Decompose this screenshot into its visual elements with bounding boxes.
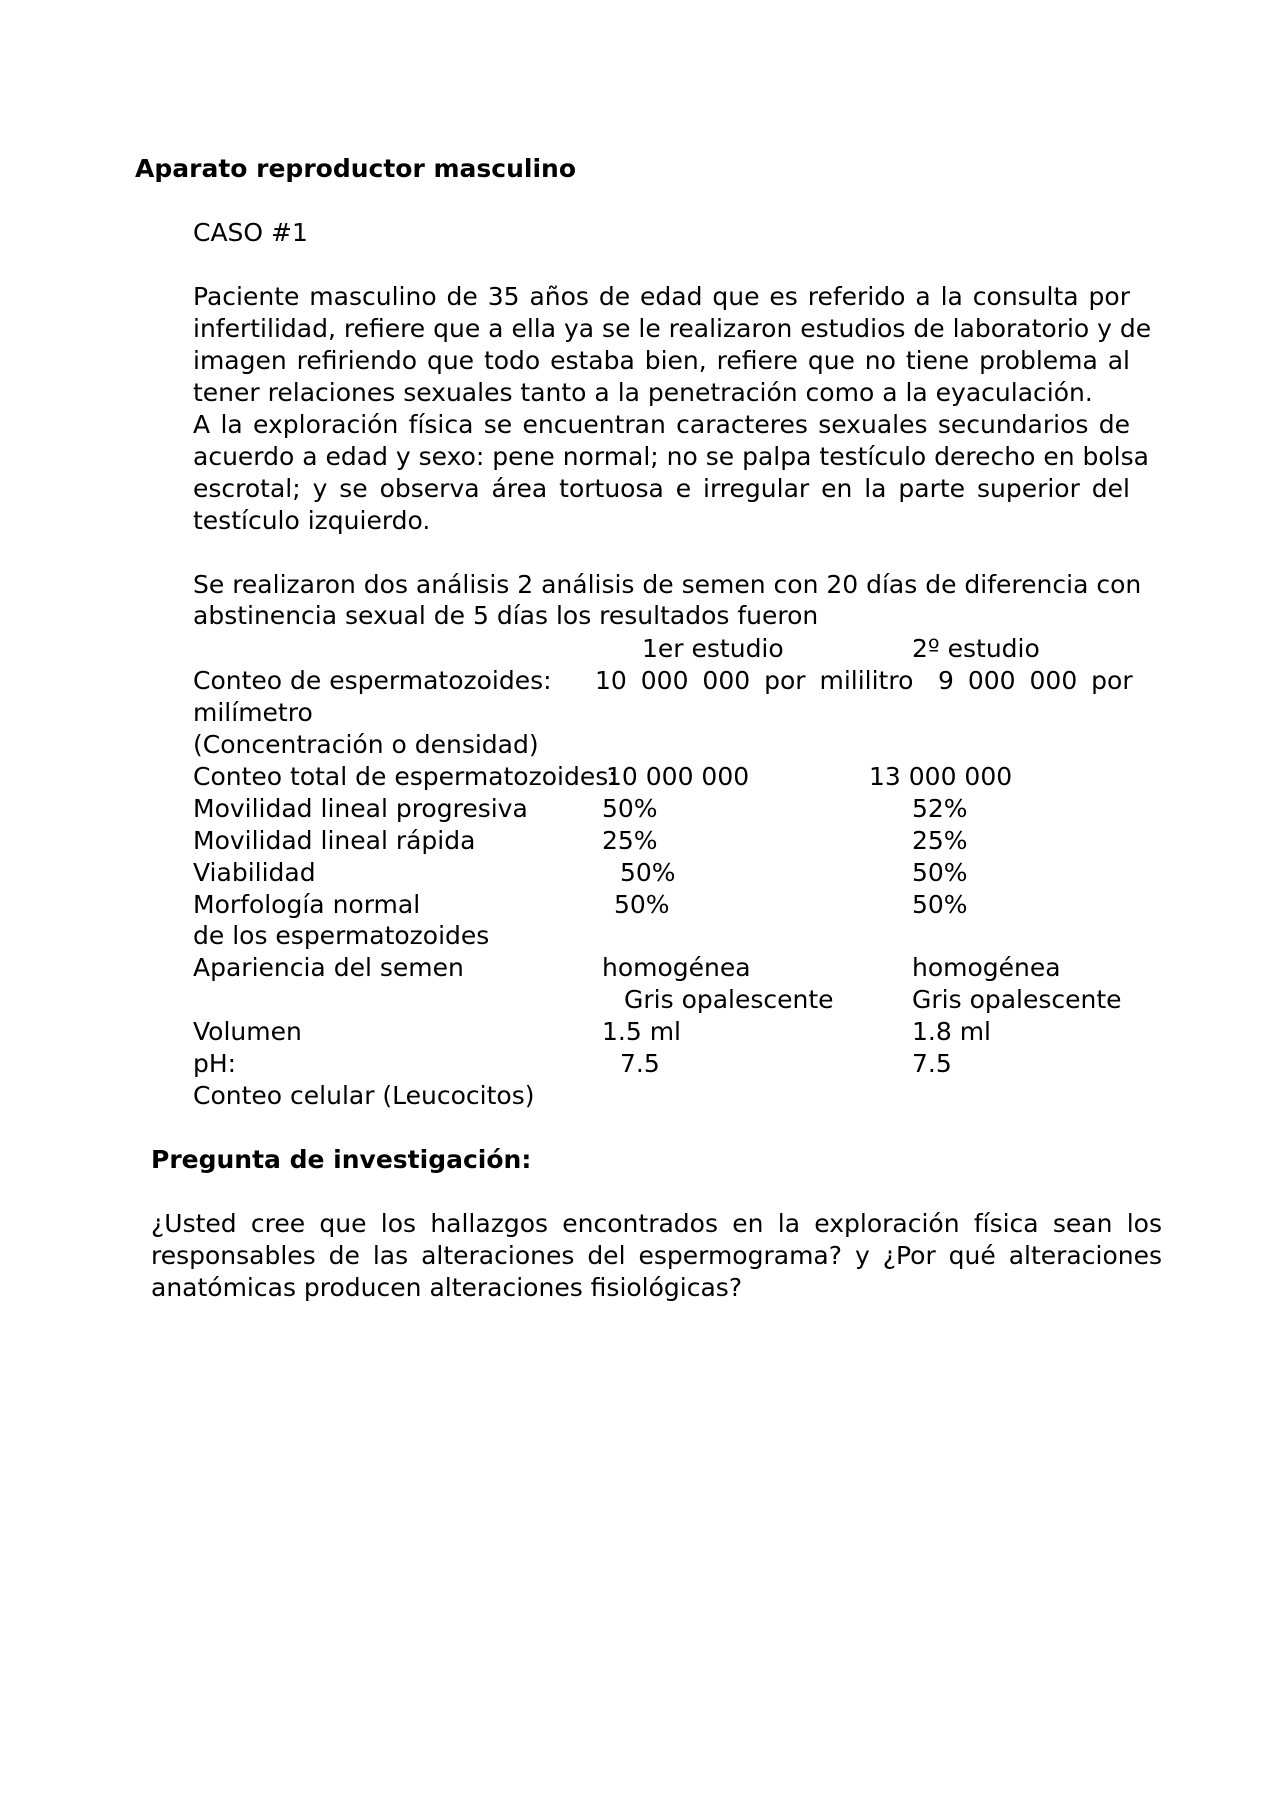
question-line: ¿Usted cree que los hallazgos encontrados en la exploración física sean los bbox=[151, 1209, 1162, 1238]
row-value-1: 25% bbox=[602, 826, 658, 855]
row-label: Movilidad lineal rápida bbox=[193, 826, 476, 855]
paragraph-line: A la exploración física se encuentran caracteres sexuales secundarios de bbox=[193, 410, 1130, 439]
row-value-2: homogénea bbox=[912, 953, 1061, 982]
question-title: Pregunta de investigación: bbox=[151, 1145, 532, 1174]
paragraph-line: acuerdo a edad y sexo: pene normal; no se palpa testículo derecho en bolsa bbox=[193, 442, 1149, 471]
row-value-1: 10 000 000 por mililitro bbox=[595, 666, 914, 695]
paragraph-line: imagen refiriendo que todo estaba bien, refiere que no tiene problema al bbox=[193, 346, 1130, 375]
paragraph-line: infertilidad, refiere que a ella ya se le realizaron estudios de laboratorio y de bbox=[193, 314, 1152, 343]
row-label: Conteo celular (Leucocitos) bbox=[193, 1081, 535, 1110]
row-value-2: 50% bbox=[912, 858, 968, 887]
paragraph-line: testículo izquierdo. bbox=[193, 506, 431, 535]
row-value-2: 25% bbox=[912, 826, 968, 855]
row-value-1: 1.5 ml bbox=[602, 1017, 682, 1046]
paragraph-line: Paciente masculino de 35 años de edad que es referido a la consulta por bbox=[193, 282, 1130, 311]
row-label: Movilidad lineal progresiva bbox=[193, 794, 528, 823]
paragraph-line: tener relaciones sexuales tanto a la penetración como a la eyaculación. bbox=[193, 378, 1093, 407]
paragraph-line: Se realizaron dos análisis 2 análisis de semen con 20 días de diferencia con bbox=[193, 570, 1142, 599]
row-value-2: 13 000 000 bbox=[869, 762, 1013, 791]
row-value-1: 50% bbox=[620, 858, 676, 887]
row-value-2b: Gris opalescente bbox=[912, 985, 1122, 1014]
row-label: Conteo de espermatozoides: bbox=[193, 666, 552, 695]
row-value-2: 1.8 ml bbox=[912, 1017, 992, 1046]
row-value-1: 50% bbox=[614, 890, 670, 919]
row-continuation: de los espermatozoides bbox=[193, 921, 490, 950]
row-note: (Concentración o densidad) bbox=[193, 730, 539, 759]
row-value-1: 10 000 000 bbox=[606, 762, 750, 791]
row-label: pH: bbox=[193, 1049, 237, 1078]
document-title: Aparato reproductor masculino bbox=[135, 154, 577, 183]
paragraph-line: abstinencia sexual de 5 días los resultados fueron bbox=[193, 601, 819, 630]
question-line: anatómicas producen alteraciones fisiológicas? bbox=[151, 1273, 743, 1302]
paragraph-line: escrotal; y se observa área tortuosa e irregular en la parte superior del bbox=[193, 474, 1130, 503]
row-label: Apariencia del semen bbox=[193, 953, 464, 982]
case-label: CASO #1 bbox=[193, 218, 308, 247]
row-label: Volumen bbox=[193, 1017, 302, 1046]
question-line: responsables de las alteraciones del espermograma? y ¿Por qué alteraciones bbox=[151, 1241, 1162, 1270]
row-value-2: 50% bbox=[912, 890, 968, 919]
row-value-1: 7.5 bbox=[620, 1049, 660, 1078]
row-label: Viabilidad bbox=[193, 858, 316, 887]
row-value-1: 50% bbox=[602, 794, 658, 823]
row-label: Conteo total de espermatozoides: bbox=[193, 762, 617, 791]
row-value-2: 9 000 000 por bbox=[938, 666, 1133, 695]
row-continuation: milímetro bbox=[193, 698, 313, 727]
row-value-2: 52% bbox=[912, 794, 968, 823]
row-value-1b: Gris opalescente bbox=[624, 985, 834, 1014]
row-label: Morfología normal bbox=[193, 890, 421, 919]
row-value-1: homogénea bbox=[602, 953, 751, 982]
column-header-2: 2º estudio bbox=[912, 634, 1040, 663]
column-header-1: 1er estudio bbox=[642, 634, 784, 663]
row-value-2: 7.5 bbox=[912, 1049, 952, 1078]
